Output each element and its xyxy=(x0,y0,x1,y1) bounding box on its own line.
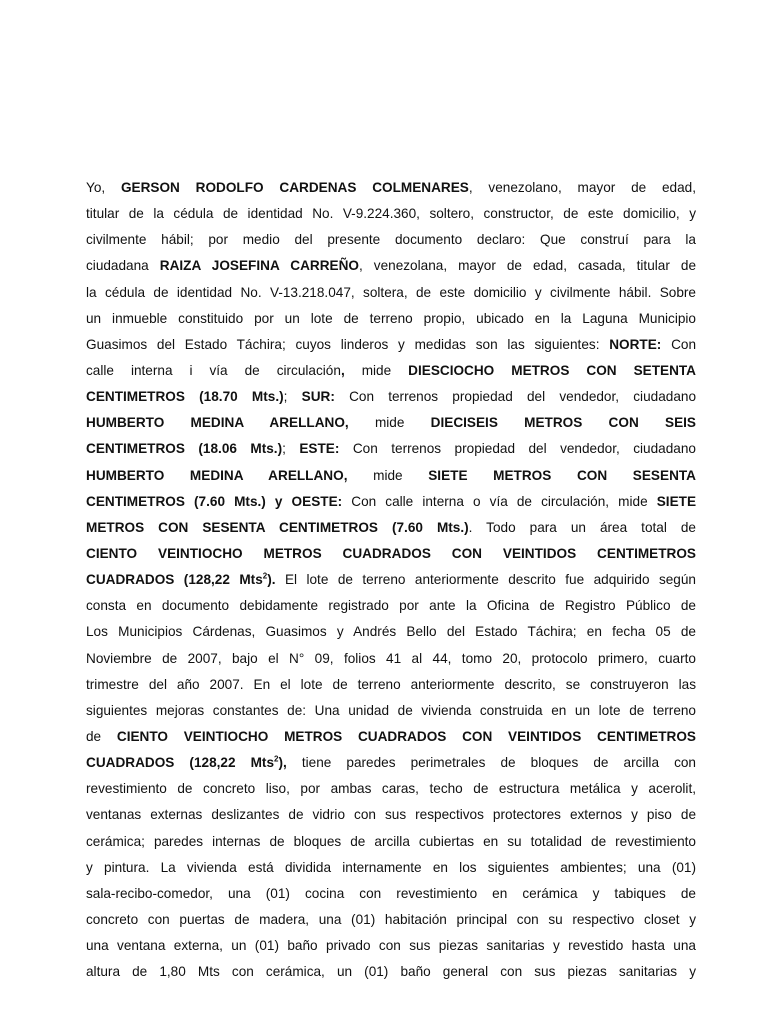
text-run: . Todo para un área total de xyxy=(468,519,696,535)
text-line xyxy=(86,175,696,201)
text-line xyxy=(86,933,696,959)
bold-text: ), xyxy=(278,755,287,771)
text-run: titular de la cédula de identidad No. V-9.224.360, soltero, constructor, de este domicilio, y xyxy=(86,206,696,222)
declaration-body xyxy=(86,175,696,985)
text-line xyxy=(86,855,696,881)
text-line xyxy=(86,750,696,776)
text-run: mide xyxy=(344,362,409,378)
text-line xyxy=(86,829,696,855)
bold-text: CENTIMETROS (7.60 Mts.) y OESTE: xyxy=(86,493,343,509)
text-run: mide xyxy=(347,467,429,483)
text-line xyxy=(86,541,696,567)
text-run: y pintura. La vivienda está dividida internamente en los siguientes ambientes; una (01) xyxy=(86,859,696,875)
text-line xyxy=(86,593,696,619)
bold-text: 2 xyxy=(262,571,268,581)
text-run: siguientes mejoras constantes de: Una unidad de vivienda construida en un lote de terreno xyxy=(86,702,696,718)
text-line xyxy=(86,332,696,358)
text-run: tiene paredes perimetrales de bloques de arcilla con xyxy=(286,755,696,771)
text-run: Con terrenos propiedad del vendedor, ciudadano xyxy=(339,441,696,457)
bold-text: CIENTO VEINTIOCHO METROS CUADRADOS CON VEINTIDOS CENTIMETROS xyxy=(116,728,696,744)
bold-text: CUADRADOS (128,22 Mts xyxy=(86,572,263,588)
bold-text: METROS CON SESENTA CENTIMETROS (7.60 Mts.) xyxy=(86,519,469,535)
text-run: Con xyxy=(661,336,696,352)
text-run: una ventana externa, un (01) baño privado con sus piezas sanitarias y revestido hasta una xyxy=(86,938,696,954)
bold-text: RAIZA JOSEFINA CARREÑO xyxy=(159,258,359,274)
bold-text: DIESCIOCHO METROS CON SETENTA xyxy=(408,362,696,378)
text-run: trimestre del año 2007. En el lote de terreno anteriormente descrito, se construyeron las xyxy=(86,676,696,692)
text-run: concreto con puertas de madera, una (01) habitación principal con su respectivo closet y xyxy=(86,911,696,927)
text-run: sala-recibo-comedor, una (01) cocina con revestimiento en cerámica y tabiques de xyxy=(86,885,696,901)
text-run: altura de 1,80 Mts con cerámica, un (01) baño general con sus piezas sanitarias y xyxy=(86,964,696,980)
bold-text: CENTIMETROS (18.70 Mts.) xyxy=(86,389,284,405)
text-line xyxy=(86,698,696,724)
bold-text: HUMBERTO MEDINA ARELLANO, xyxy=(86,415,349,431)
bold-text: SIETE METROS CON SESENTA xyxy=(428,467,696,483)
text-run: civilmente hábil; por medio del presente documento declaro: Que construí para la xyxy=(86,232,696,248)
text-line xyxy=(86,567,696,593)
bold-text: CENTIMETROS (18.06 Mts.) xyxy=(86,441,283,457)
text-line xyxy=(86,306,696,332)
bold-text: , xyxy=(340,362,345,378)
text-line xyxy=(86,384,696,410)
text-run: cerámica; paredes internas de bloques de arcilla cubiertas en su totalidad de revestimiento xyxy=(86,833,696,849)
bold-text: CIENTO VEINTIOCHO METROS CUADRADOS CON VEINTIDOS CENTIMETROS xyxy=(86,545,696,561)
text-line xyxy=(86,907,696,933)
text-line xyxy=(86,724,696,750)
text-line xyxy=(86,410,696,436)
text-run: , venezolana, mayor de edad, casada, titular de xyxy=(359,258,696,274)
text-run: , venezolano, mayor de edad, xyxy=(468,180,696,195)
text-run: mide xyxy=(348,415,431,431)
text-run: un inmueble constituido por un lote de terreno propio, ubicado en la Laguna Municipio xyxy=(86,310,696,326)
text-run: Yo, xyxy=(86,180,121,195)
text-run: revestimiento de concreto liso, por ambas caras, techo de estructura metálica y acerolit, xyxy=(86,781,696,797)
bold-text: ESTE: xyxy=(299,441,340,457)
text-run: ciudadana xyxy=(86,258,160,274)
text-line xyxy=(86,253,696,279)
text-run: Guasimos del Estado Táchira; cuyos linderos y medidas son las siguientes: xyxy=(86,336,610,352)
text-run: Con terrenos propiedad del vendedor, ciudadano xyxy=(334,389,696,405)
text-run: la cédula de identidad No. V-13.218.047, soltera, de este domicilio y civilmente hábil. Sobre xyxy=(86,284,696,300)
text-line xyxy=(86,436,696,462)
bold-text: CUADRADOS (128,22 Mts xyxy=(86,755,275,771)
text-run: Los Municipios Cárdenas, Guasimos y Andrés Bello del Estado Táchira; en fecha 05 de xyxy=(86,624,696,640)
text-line xyxy=(86,227,696,253)
text-line xyxy=(86,619,696,645)
bold-text: SUR: xyxy=(301,389,335,405)
text-run: ventanas externas deslizantes de vidrio con sus respectivos protectores externos y piso de xyxy=(86,807,696,823)
text-line xyxy=(86,881,696,907)
text-line xyxy=(86,959,696,985)
text-line xyxy=(86,489,696,515)
text-run: El lote de terreno anteriormente descrito fue adquirido según xyxy=(275,572,696,588)
bold-text: DIECISEIS METROS CON SEIS xyxy=(430,415,696,431)
text-line xyxy=(86,776,696,802)
bold-text: HUMBERTO MEDINA ARELLANO, xyxy=(86,467,348,483)
text-line xyxy=(86,201,696,227)
text-line xyxy=(86,672,696,698)
text-line xyxy=(86,646,696,672)
text-run: calle interna i vía de circulación xyxy=(86,362,341,378)
text-run: consta en documento debidamente registrado por ante la Oficina de Registro Público de xyxy=(86,598,696,614)
text-run: de xyxy=(86,728,117,744)
text-run: ; xyxy=(283,389,302,405)
text-line xyxy=(86,280,696,306)
bold-text: GERSON RODOLFO CARDENAS COLMENARES xyxy=(120,180,469,195)
bold-text: NORTE: xyxy=(609,336,662,352)
text-run: Con calle interna o vía de circulación, mide xyxy=(342,493,657,509)
text-line xyxy=(86,515,696,541)
bold-text: SIETE xyxy=(656,493,696,509)
text-line xyxy=(86,463,696,489)
text-line xyxy=(86,802,696,828)
text-line xyxy=(86,358,696,384)
text-run: Noviembre de 2007, bajo el N° 09, folios 41 al 44, tomo 20, protocolo primero, cuarto xyxy=(86,650,696,666)
bold-text: 2 xyxy=(274,754,279,764)
bold-text: ). xyxy=(267,572,276,588)
text-run: ; xyxy=(282,441,300,457)
